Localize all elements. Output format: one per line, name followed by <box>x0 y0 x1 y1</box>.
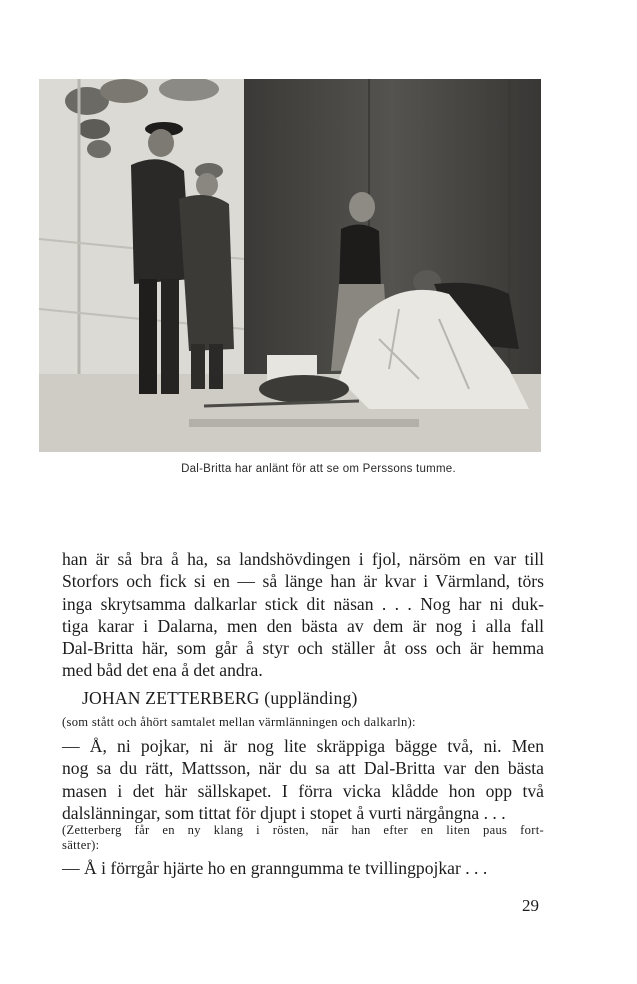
text-line: — Å i förrgår hjärte ho en granngumma te tvillingpojkar . . . <box>62 858 488 878</box>
text-line: — Å, ni pojkar, ni är nog lite skräppiga bägge två, ni. Men <box>62 736 544 756</box>
text-line: masen i det här sällskapet. I förra vicka klådde hon opp två <box>62 780 544 801</box>
stage-photograph <box>39 79 541 452</box>
text-line: (Zetterberg får en ny klang i rösten, när han efter en liten paus fort- <box>62 823 544 837</box>
text-line: dalslänningar, som tittat för djupt i stopet å vurti närgångna . . . <box>62 802 506 823</box>
text-line: tiga karar i Dalarna, men den bästa av dem är nog i alla fall <box>62 615 544 636</box>
body-paragraph-3 <box>62 857 544 879</box>
text-line: nog sa du rätt, Mattsson, när du sa att Dal-Britta var den bästa <box>62 758 544 779</box>
body-paragraph-2 <box>62 735 544 824</box>
stage-photograph-drawing <box>39 79 541 452</box>
body-paragraph-1 <box>62 548 544 682</box>
text-line: han är så bra å ha, sa landshövdingen i fjol, närsöm en var till <box>62 549 544 569</box>
speaker-heading: JOHAN ZETTERBERG (uppländing) <box>82 688 358 708</box>
stage-direction: (som stått och åhört samtalet mellan värmlänningen och dalkarln): <box>62 715 416 729</box>
text-line: Dal-Britta här, som går å styr och ställer åt oss och är hemma <box>62 638 544 659</box>
page-number: 29 <box>522 896 539 915</box>
text-line: inga skrytsamma dalkarlar stick dit näsan . . . Nog har ni duk- <box>62 593 544 614</box>
stage-direction <box>62 823 544 852</box>
photo-caption: Dal-Britta har anlänt för att se om Perssons tumme. <box>181 463 456 475</box>
text-line: med båd det ena å det andra. <box>62 660 263 681</box>
text-line: Storfors och fick si en — så länge han är kvar i Värmland, törs <box>62 571 544 592</box>
text-line: sätter): <box>62 837 100 852</box>
